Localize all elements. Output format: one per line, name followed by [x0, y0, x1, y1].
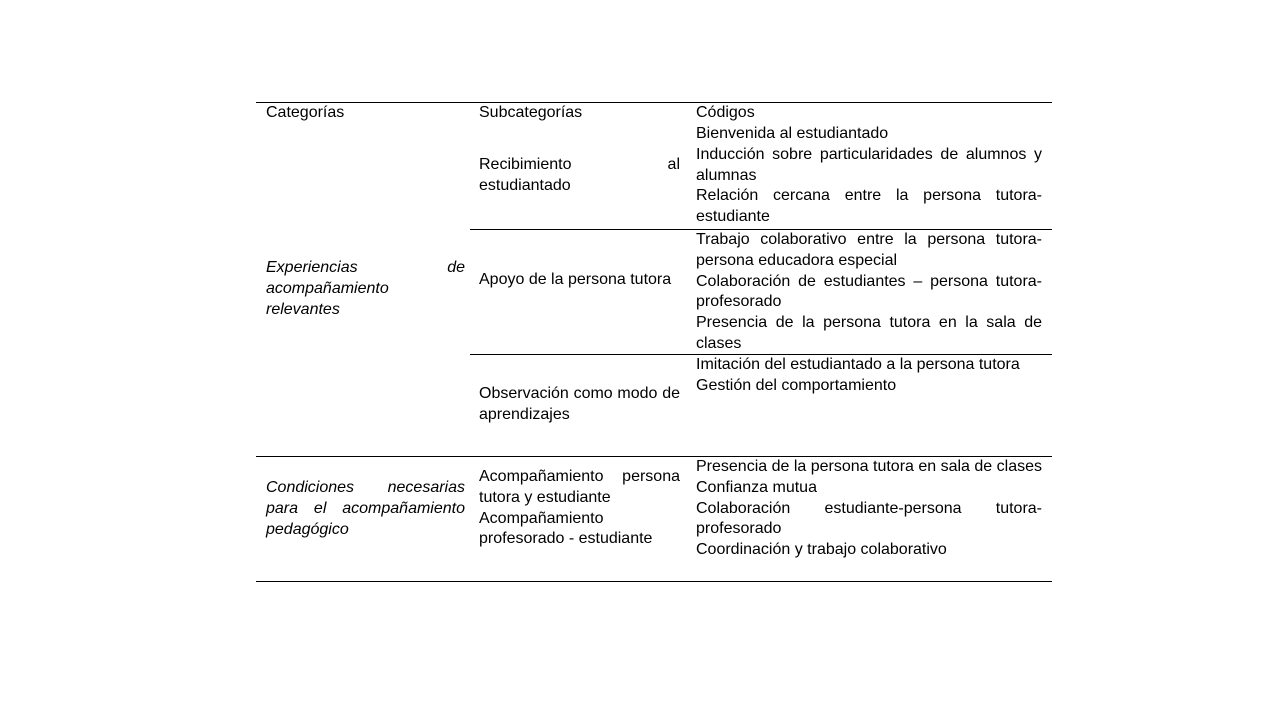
codigos-recibimiento [686, 124, 1052, 228]
codigos-observacion [686, 355, 1052, 397]
subcategoria-text: Apoyo de la persona tutora [479, 271, 672, 288]
subcategoria-recibimiento [470, 155, 685, 197]
codigo-item: Trabajo colaborativo entre la persona tutora-persona educadora especial [696, 231, 1042, 269]
codigo-item: Presencia de la persona tutora en la sala de clases [696, 314, 1042, 352]
categoria-text: Condiciones necesarias para el acompañamiento pedagógico [266, 479, 465, 538]
codigo-item: Inducción sobre particularidades de alumnos y alumnas [696, 145, 1042, 184]
codes-table [256, 102, 1052, 582]
subcategoria-text: Recibimiento al estudiantado [479, 156, 680, 194]
codigos-apoyo [686, 230, 1052, 355]
codigo-item: Gestión del comportamiento [696, 376, 897, 394]
categoria-condiciones [256, 478, 470, 540]
subcategoria-observacion [470, 384, 685, 426]
codigo-item: Coordinación y trabajo colaborativo [696, 541, 947, 559]
codigos-condiciones [686, 457, 1052, 561]
codigo-item: Imitación del estudiantado a la persona tutora [696, 356, 1020, 373]
header-categorias: Categorías [266, 104, 345, 121]
codigo-item: Colaboración de estudiantes – persona tutora-profesorado [696, 272, 1042, 311]
codigo-item: Relación cercana entre la persona tutora-estudiante [696, 187, 1042, 226]
subcategoria-apoyo [470, 270, 685, 291]
subcategoria-text: Observación como modo de aprendizajes [479, 385, 680, 423]
categoria-text: Experiencias de acompañamiento relevantes [266, 259, 465, 318]
codigo-item: Confianza mutua [696, 478, 817, 496]
codigo-item: Colaboración estudiante-persona tutora-profesorado [696, 499, 1042, 538]
subcategoria-acompanamiento [470, 467, 685, 550]
header-subcategorias: Subcategorías [479, 104, 583, 121]
header-codigos: Códigos [696, 104, 755, 121]
subcategoria-item: Acompañamiento profesorado - estudiante [479, 509, 653, 548]
codigo-item: Bienvenida al estudiantado [696, 125, 889, 142]
subcategoria-item: Acompañamiento persona tutora y estudiante [479, 468, 680, 506]
categoria-experiencias [256, 258, 470, 320]
codigo-item: Presencia de la persona tutora en sala de clases [696, 458, 1042, 475]
